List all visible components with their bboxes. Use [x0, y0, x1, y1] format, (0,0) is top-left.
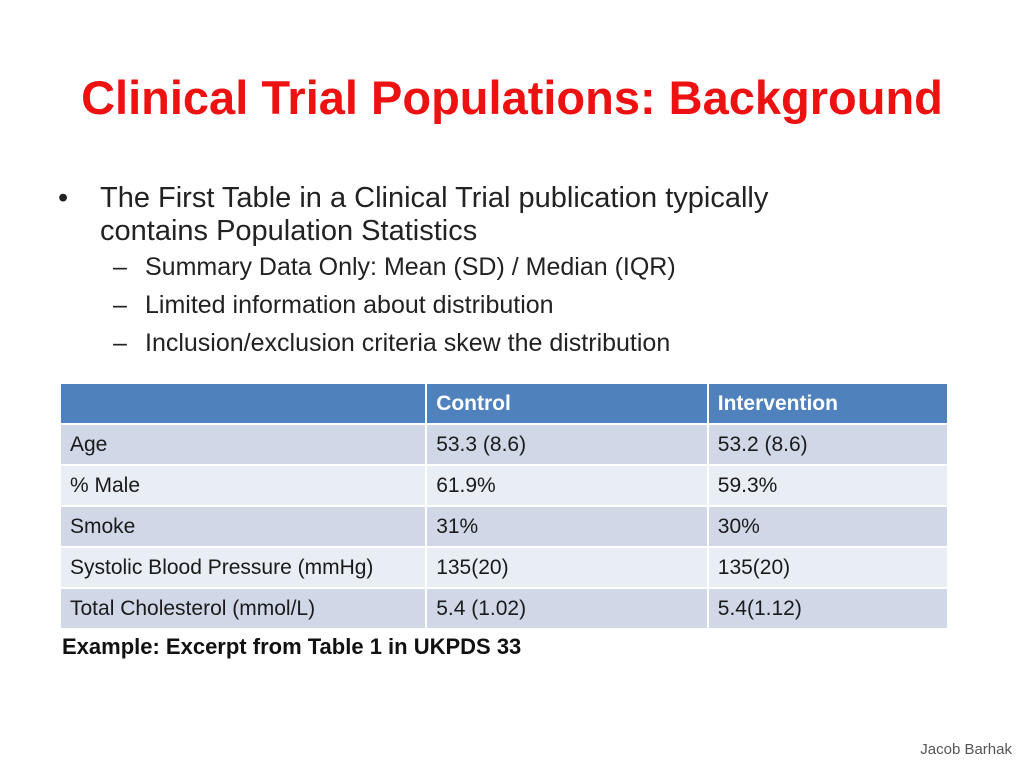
table-cell-intervention: 59.3%: [709, 466, 947, 507]
table-cell-control: 31%: [427, 507, 709, 548]
table-cell-intervention: 30%: [709, 507, 947, 548]
population-statistics-table: [61, 384, 947, 630]
bullet-text-line-2: contains Population Statistics: [100, 215, 478, 247]
table-header-cell: [61, 384, 427, 425]
table-cell-label: Age: [61, 425, 427, 466]
table-cell-control: 5.4 (1.02): [427, 589, 709, 630]
table-header-control: Control: [427, 384, 709, 425]
bullet-item-main: [58, 182, 958, 248]
sub-bullet-text: Limited information about distribution: [145, 291, 554, 319]
table-cell-control: 53.3 (8.6): [427, 425, 709, 466]
table-cell-label: % Male: [61, 466, 427, 507]
table-row: [61, 548, 947, 589]
dash-marker: –: [113, 329, 127, 357]
bullet-text-line-1: The First Table in a Clinical Trial publication typically: [100, 182, 769, 214]
table-cell-intervention: 5.4(1.12): [709, 589, 947, 630]
table-header-intervention: Intervention: [709, 384, 947, 425]
table-cell-intervention: 53.2 (8.6): [709, 425, 947, 466]
table-cell-control: 135(20): [427, 548, 709, 589]
sub-bullet-item: [58, 324, 958, 362]
bullet-list: [58, 182, 958, 362]
table-cell-label: Total Cholesterol (mmol/L): [61, 589, 427, 630]
table-row: [61, 425, 947, 466]
table-cell-intervention: 135(20): [709, 548, 947, 589]
table-cell-control: 61.9%: [427, 466, 709, 507]
author-footer: Jacob Barhak: [920, 741, 1012, 758]
table-cell-label: Smoke: [61, 507, 427, 548]
bullet-marker: •: [58, 182, 69, 214]
dash-marker: –: [113, 291, 127, 319]
table-row: [61, 507, 947, 548]
sub-bullet-text: Summary Data Only: Mean (SD) / Median (IQR): [145, 253, 676, 281]
table-header-row: [61, 384, 947, 425]
sub-bullet-item: [58, 286, 958, 324]
dash-marker: –: [113, 253, 127, 281]
sub-bullet-item: [58, 248, 958, 286]
slide-title: Clinical Trial Populations: Background: [81, 71, 943, 124]
table-caption: Example: Excerpt from Table 1 in UKPDS 33: [62, 634, 522, 659]
table-cell-label: Systolic Blood Pressure (mmHg): [61, 548, 427, 589]
table-row: [61, 466, 947, 507]
sub-bullet-text: Inclusion/exclusion criteria skew the distribution: [145, 329, 671, 357]
table-row: [61, 589, 947, 630]
